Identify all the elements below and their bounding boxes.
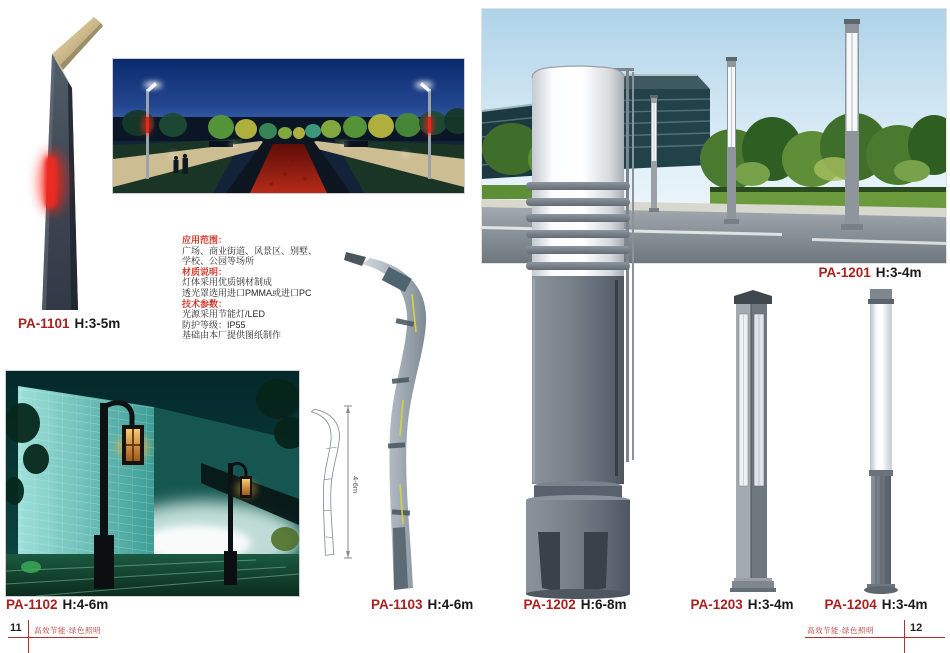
pa1103-main-render [344,252,426,590]
pa1102-model-number: PA-1102 [6,597,58,612]
pa1101-product-render [15,8,125,318]
pa1202-product-render [518,62,644,602]
pa1202-height: H:6-8m [580,597,627,612]
plaza-render-scene [113,59,464,193]
pa1203-product-render [718,288,788,596]
pa1202-label [523,597,626,612]
pa1102-height: H:4-6m [62,597,109,612]
pa1103-height: H:4-6m [427,597,474,612]
pa1103-outline-diagram [311,406,360,558]
specs-line: 灯体采用优质钢材制成 [182,277,273,288]
pa1102-installation-photo [5,370,300,597]
pa1103-product-render [300,228,460,600]
specs-line: 防护等级：IP55 [182,319,246,330]
plaza-render-image [112,58,465,194]
footer-slogan-left: 高效节能·绿色照明 [34,626,101,635]
pa1202-model-number: PA-1202 [523,597,576,612]
specs-line: 基础由本厂提供图纸制作 [182,330,282,341]
pa1201-label [818,265,921,280]
pa1101-height: H:3-5m [74,316,121,331]
specs-line: 光源采用节能灯/LED [182,309,266,320]
right-page-number: 12 [910,622,923,634]
specs-line: 广场、商业街道、风景区、别墅、 [182,245,318,256]
pa1203-height: H:3-4m [747,597,794,612]
pa1203-label [690,597,793,612]
footer-underline-right [805,637,945,638]
specs-line: 透光罩选用进口PMMA或进口PC [182,287,312,298]
specs-line: 技术参数： [182,298,228,309]
pa1101-model-number: PA-1101 [18,316,70,331]
left-page-number: 11 [10,622,22,634]
product-specs-text [182,235,322,341]
specs-line: 材质说明： [182,266,228,277]
pa1201-model-number: PA-1201 [818,265,871,280]
pa1103-model-number: PA-1103 [371,597,423,612]
pa1204-product-render [853,287,908,597]
pa1101-label [18,316,120,331]
pa1102-label [6,597,108,612]
specs-line: 学校、公园等场所 [182,256,255,267]
footer-underline-left [8,637,98,638]
pa1204-label [824,597,927,612]
pa1204-model-number: PA-1204 [824,597,877,612]
pa1103-dimension-line [344,406,360,558]
pa1203-model-number: PA-1203 [690,597,743,612]
pa1201-height: H:3-4m [875,265,922,280]
specs-line: 应用范围： [182,235,228,245]
pa1204-height: H:3-4m [881,597,928,612]
pa1103-label [371,597,473,612]
footer-slogan-right: 高效节能·绿色照明 [807,626,874,635]
dimension-label: 4-6m [351,476,360,494]
pa1102-photo-scene [6,371,299,596]
